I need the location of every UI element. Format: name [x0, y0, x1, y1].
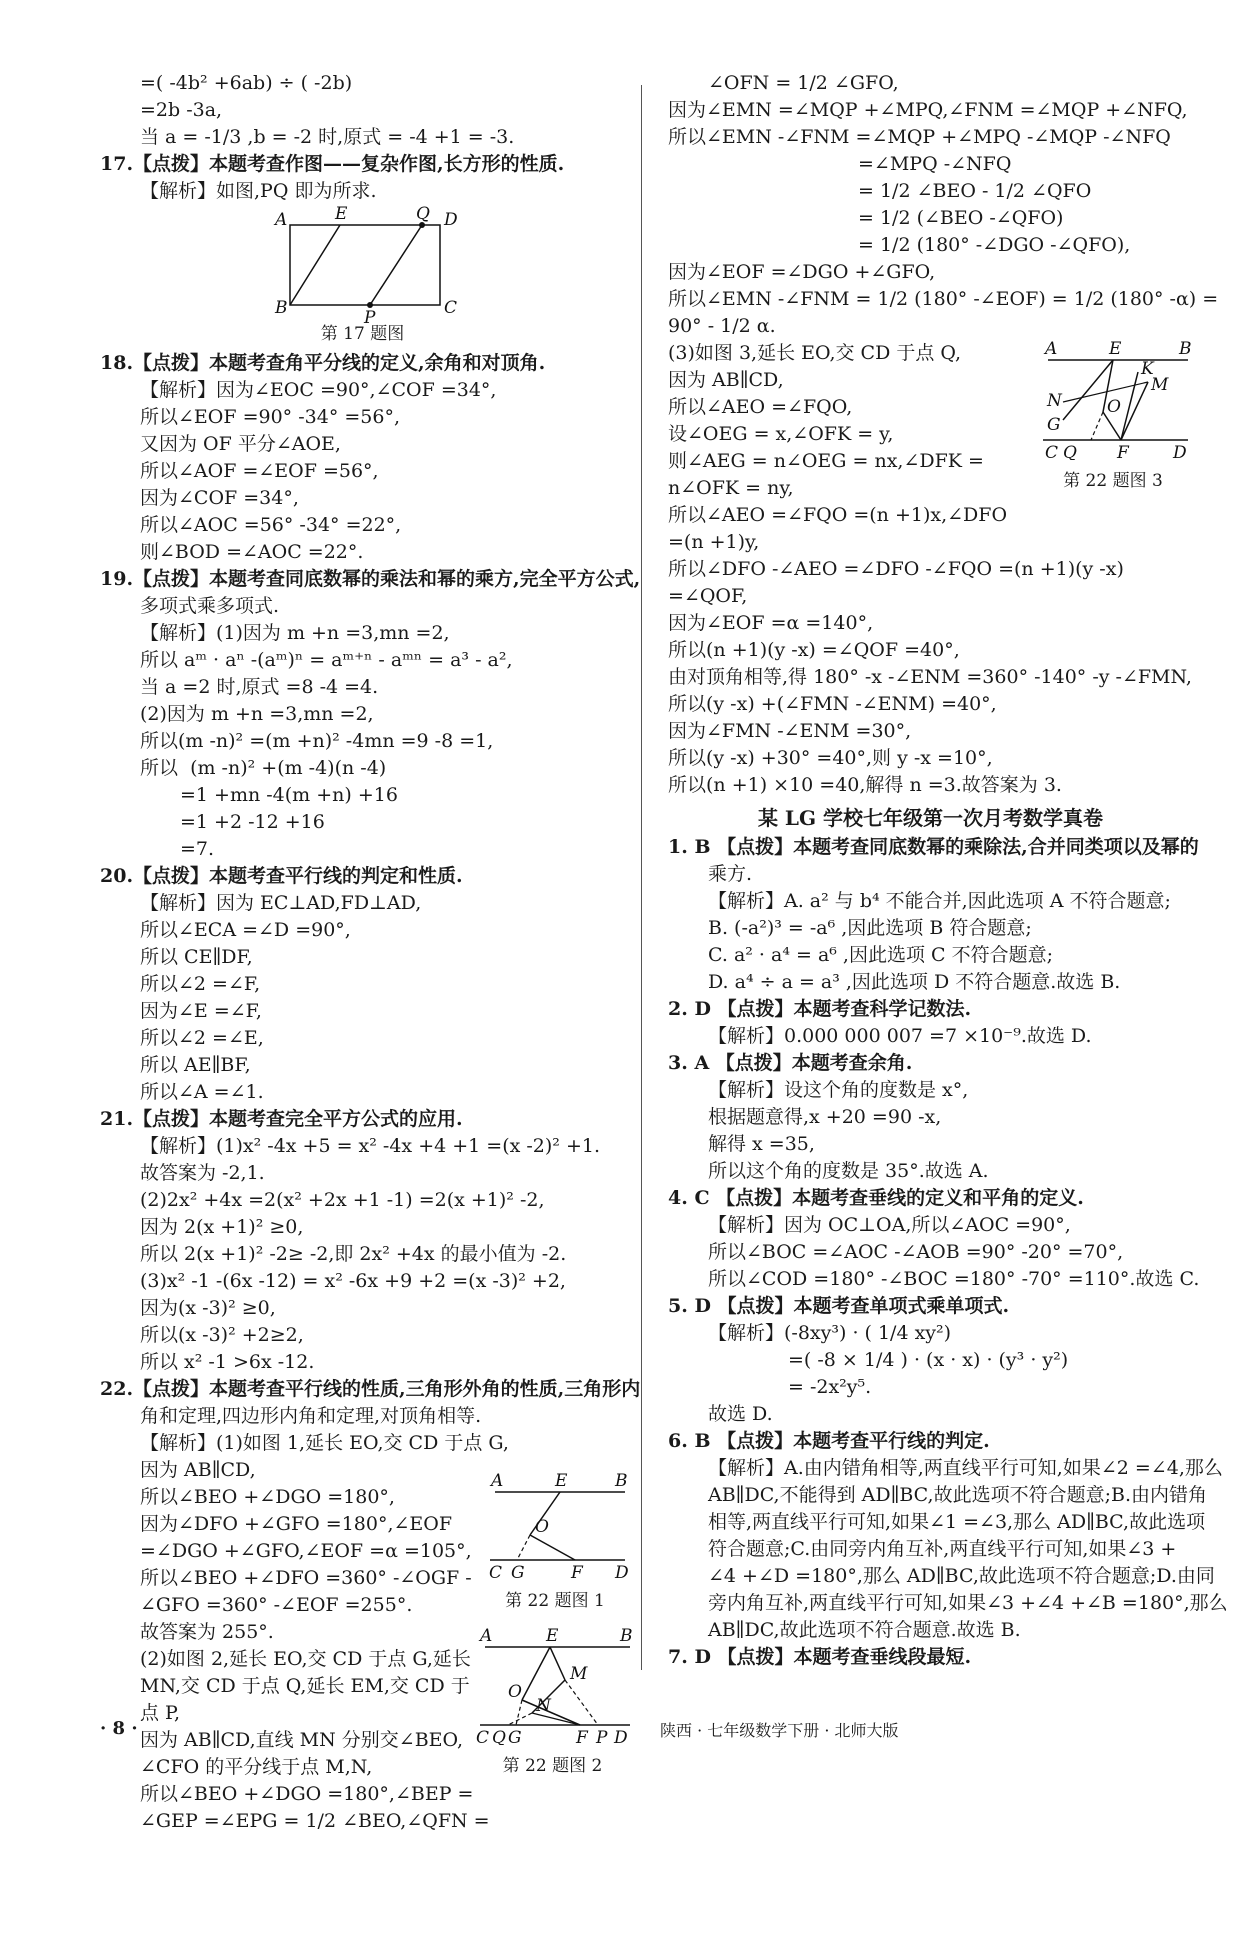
question-17-hint: 17.【点拨】本题考查作图——复杂作图,长方形的性质. [100, 153, 565, 175]
text-line: 所以 (m -n)² +(m -4)(n -4) [140, 757, 387, 779]
section-title: 某 LG 学校七年级第一次月考数学真卷 [757, 806, 1104, 830]
text-line: 所以∠DFO -∠AEO =∠DFO -∠FQO =(n +1)(y -x) [668, 558, 1124, 580]
figure-17 [100, 205, 625, 325]
page-number: · 8 · [100, 1718, 138, 1739]
question-3-hint: 3. A 【点拨】本题考查余角. [668, 1052, 913, 1074]
text-line: 所以(x -3)² +2≥2, [140, 1324, 304, 1346]
fig-label: Q [1063, 443, 1077, 460]
fig-label: G [508, 1728, 522, 1745]
text-line: 乘方. [708, 863, 753, 885]
text-line: 【解析】0.000 000 007 =7 ×10⁻⁹.故选 D. [708, 1025, 1092, 1047]
text-line: 【解析】设这个角的度数是 x°, [708, 1079, 969, 1101]
text-line: 设∠OEG = x,∠OFK = y, [668, 423, 894, 445]
fig-label: P [364, 308, 376, 325]
text-line: AB∥DC,故此选项不符合题意.故选 B. [708, 1619, 1021, 1641]
fig-label: E [1109, 340, 1122, 359]
text-line: 【解析】(1)如图 1,延长 EO,交 CD 于点 G, [140, 1432, 509, 1454]
question-2-hint: 2. D 【点拨】本题考查科学记数法. [668, 998, 972, 1020]
text-line: 所以 2(x +1)² -2≥ -2,即 2x² +4x 的最小值为 -2. [140, 1243, 567, 1265]
text-line: D. a⁴ ÷ a = a³ ,因此选项 D 不符合题意.故选 B. [708, 971, 1121, 993]
text-line: ∠GEP =∠EPG = 1/2 ∠BEO,∠QFN = [140, 1810, 490, 1832]
question-22-hint: 22.【点拨】本题考查平行线的性质,三角形外角的性质,三角形内 [100, 1378, 641, 1400]
text-line: 因为∠EMN =∠MQP +∠MPQ,∠FNM =∠MQP +∠NFQ, [668, 99, 1188, 121]
text-line: 所以这个角的度数是 35°.故选 A. [708, 1160, 989, 1182]
fig-label: E [335, 205, 348, 224]
text-line: 所以∠BEO +∠DFO =360° -∠OGF - [140, 1567, 472, 1589]
text-line: 则∠AEG = n∠OEG = nx,∠DFK = [668, 450, 984, 472]
text-line: 旁内角互补,两直线平行可知,如果∠3 +∠4 +∠B =180°,那么 [708, 1592, 1228, 1614]
fig-label: O [535, 1517, 549, 1537]
question-4-hint: 4. C 【点拨】本题考查垂线的定义和平角的定义. [668, 1187, 1084, 1209]
fig-label: C [476, 1728, 490, 1745]
text-line: 【解析】因为∠EOC =90°,∠COF =34°, [140, 379, 497, 401]
text-line: 所以 x² -1 >6x -12. [140, 1351, 315, 1373]
text-line: 90° - 1/2 α. [668, 315, 776, 337]
text-line: 因为 AB∥CD,直线 MN 分别交∠BEO, [140, 1729, 464, 1751]
text-line: 则∠BOD =∠AOC =22°. [140, 541, 364, 563]
question-6-hint: 6. B 【点拨】本题考查平行线的判定. [668, 1430, 990, 1452]
fig-label: F [1117, 443, 1129, 460]
figure-22-3-caption: 第 22 题图 3 [1063, 471, 1163, 491]
text-line: 故答案为 -2,1. [140, 1162, 265, 1184]
text-line: =(n +1)y, [668, 531, 760, 553]
text-line: =∠QOF, [668, 585, 748, 607]
fig-label: O [1107, 397, 1121, 417]
question-1-hint: 1. B 【点拨】本题考查同底数幂的乘除法,合并同类项以及幂的 [668, 836, 1199, 858]
text-line: 又因为 OF 平分∠AOE, [140, 433, 341, 455]
text-line: =1 +mn -4(m +n) +16 [180, 784, 398, 806]
text-line: = 1/2 ∠BEO - 1/2 ∠QFO [858, 180, 1092, 202]
figure-22-1-diagram [475, 1470, 635, 1580]
question-19-hint: 19.【点拨】本题考查同底数幂的乘法和幂的乘方,完全平方公式, [100, 568, 641, 590]
fig-label: C [444, 298, 458, 318]
text-line: 所以(m -n)² =(m +n)² -4mn =9 -8 =1, [140, 730, 494, 752]
question-22-block [100, 1430, 633, 1943]
fig-label: F [571, 1563, 583, 1580]
text-line: 所以∠COD =180° -∠BOC =180° -70° =110°.故选 C. [708, 1268, 1200, 1290]
figure-22-3-diagram [1033, 340, 1193, 460]
text-line: 因为∠FMN -∠ENM =30°, [668, 720, 912, 742]
text-line: 所以∠AOF =∠EOF =56°, [140, 460, 379, 482]
fig-label: P [596, 1728, 608, 1745]
fig-label: C [1045, 443, 1059, 460]
text-line: =∠MPQ -∠NFQ [858, 153, 1012, 175]
text-line: 所以∠2 =∠F, [140, 973, 261, 995]
text-line: =( -4b² +6ab) ÷ ( -2b) [140, 72, 353, 94]
fig-label: B [620, 1626, 633, 1646]
question-18-hint: 18.【点拨】本题考查角平分线的定义,余角和对顶角. [100, 352, 546, 374]
fig-label: Q [416, 205, 430, 224]
fig-label: B [615, 1471, 628, 1491]
fig-label: F [576, 1728, 588, 1745]
fig-label: Q [492, 1728, 506, 1745]
text-line: 所以(n +1)(y -x) =∠QOF =40°, [668, 639, 960, 661]
text-line: ∠OFN = 1/2 ∠GFO, [708, 72, 899, 94]
figure-22-2-diagram [470, 1625, 635, 1745]
figure-22-1-caption: 第 22 题图 1 [505, 1591, 605, 1611]
text-line: 【解析】因为 OC⊥OA,所以∠AOC =90°, [708, 1214, 1071, 1236]
text-line: 相等,两直线平行可知,如果∠1 =∠3,那么 AD∥BC,故此选项 [708, 1511, 1206, 1533]
text-line: (3)如图 3,延长 EO,交 CD 于点 Q, [668, 342, 962, 364]
text-line: 因为∠E =∠F, [140, 1000, 262, 1022]
text-line: (2)2x² +4x =2(x² +2x +1 -1) =2(x +1)² -2, [140, 1189, 545, 1211]
text-line: = 1/2 (180° -∠DGO -∠QFO), [858, 234, 1131, 256]
text-line: 因为∠EOF =∠DGO +∠GFO, [668, 261, 936, 283]
text-line: 因为∠DFO +∠GFO =180°,∠EOF [140, 1513, 453, 1535]
text-line: 角和定理,四边形内角和定理,对顶角相等. [140, 1405, 482, 1427]
question-5-hint: 5. D 【点拨】本题考查单项式乘单项式. [668, 1295, 1010, 1317]
question-20-hint: 20.【点拨】本题考查平行线的判定和性质. [100, 865, 463, 887]
text-line: 解得 x =35, [708, 1133, 815, 1155]
text-line: 所以 aᵐ · aⁿ -(aᵐ)ⁿ = aᵐ⁺ⁿ - aᵐⁿ = a³ - a², [140, 649, 513, 671]
fig-label: M [1151, 375, 1169, 395]
text-line: 因为∠EOF =α =140°, [668, 612, 874, 634]
fig-label: D [444, 210, 458, 230]
fig-label: B [275, 298, 288, 318]
fig-label: N [1047, 391, 1062, 411]
text-line: =2b -3a, [140, 99, 223, 121]
text-line: 所以∠EMN -∠FNM = 1/2 (180° -∠EOF) = 1/2 (180° -α) = [668, 288, 1219, 310]
fig-label: B [1179, 340, 1192, 359]
text-line: ∠4 +∠D =180°,那么 AD∥BC,故此选项不符合题意;D.由同 [708, 1565, 1215, 1587]
text-line: 所以(y -x) +(∠FMN -∠ENM) =40°, [668, 693, 997, 715]
text-line: 根据题意得,x +20 =90 -x, [708, 1106, 942, 1128]
text-line: 因为(x -3)² ≥0, [140, 1297, 276, 1319]
text-line: n∠OFK = ny, [668, 477, 794, 499]
text-line: 所以 CE∥DF, [140, 946, 253, 968]
figure-22-1 [475, 1470, 635, 1615]
text-line: 因为 AB∥CD, [668, 369, 784, 391]
text-line: (2)如图 2,延长 EO,交 CD 于点 G,延长 [140, 1648, 471, 1670]
text-line: (3)x² -1 -(6x -12) = x² -6x +9 +2 =(x -3)² +2, [140, 1270, 566, 1292]
text-line: 所以∠BEO +∠DGO =180°,∠BEP = [140, 1783, 474, 1805]
text-line: = -2x²y⁵. [788, 1376, 872, 1398]
text-line: 当 a =2 时,原式 =8 -4 =4. [140, 676, 379, 698]
text-line: 由对顶角相等,得 180° -x -∠ENM =360° -140° -y -∠FMN, [668, 666, 1192, 688]
fig-label: D [614, 1728, 628, 1745]
fig-label: D [615, 1563, 629, 1580]
fig-label: C [489, 1563, 503, 1580]
figure-17-diagram [100, 205, 625, 325]
text-line: 因为 2(x +1)² ≥0, [140, 1216, 304, 1238]
text-line: =( -8 × 1/4 ) · (x · x) · (y³ · y²) [788, 1349, 1069, 1371]
fig-label: G [1047, 415, 1061, 435]
text-line: MN,交 CD 于点 Q,延长 EM,交 CD 于 [140, 1675, 470, 1697]
text-line: 故答案为 255°. [140, 1621, 274, 1643]
text-line: 【解析】A. a² 与 b⁴ 不能合并,因此选项 A 不符合题意; [708, 890, 1171, 912]
fig-label: G [511, 1563, 525, 1580]
figure-22-2 [470, 1625, 635, 1780]
book-info: 陕西 · 七年级数学下册 · 北师大版 [660, 1721, 899, 1740]
text-line: =∠DGO +∠GFO,∠EOF =α =105°, [140, 1540, 472, 1562]
text-line: 点 P, [140, 1702, 181, 1724]
fig-label: A [491, 1471, 504, 1491]
text-line: 所以∠2 =∠E, [140, 1027, 264, 1049]
text-line: C. a² · a⁴ = a⁶ ,因此选项 C 不符合题意; [708, 944, 1053, 966]
text-line: 所以∠A =∠1. [140, 1081, 264, 1103]
text-line: =1 +2 -12 +16 [180, 811, 325, 833]
text-line: 当 a = -1/3 ,b = -2 时,原式 = -4 +1 = -3. [140, 126, 515, 148]
text-line: 所以∠EMN -∠FNM =∠MQP +∠MPQ -∠MQP -∠NFQ [668, 126, 1171, 148]
fig-label: O [508, 1682, 522, 1702]
text-line: 所以 AE∥BF, [140, 1054, 251, 1076]
fig-label: M [570, 1664, 588, 1684]
text-line: 所以(n +1) ×10 =40,解得 n =3.故答案为 3. [668, 774, 1062, 796]
figure-22-2-caption: 第 22 题图 2 [502, 1756, 603, 1776]
text-line: AB∥DC,不能得到 AD∥BC,故此选项不符合题意;B.由内错角 [708, 1484, 1207, 1506]
text-line: ∠CFO 的平分线于点 M,N, [140, 1756, 373, 1778]
text-line: 所以∠AEO =∠FQO, [668, 396, 853, 418]
text-line: 所以∠BOC =∠AOC -∠AOB =90° -20° =70°, [708, 1241, 1124, 1263]
text-line: 所以∠AOC =56° -34° =22°, [140, 514, 402, 536]
text-line: B. (-a²)³ = -a⁶ ,因此选项 B 符合题意; [708, 917, 1032, 939]
text-line: 所以∠BEO +∠DGO =180°, [140, 1486, 395, 1508]
fig-label: A [480, 1626, 493, 1646]
text-line: 所以∠ECA =∠D =90°, [140, 919, 351, 941]
figure-22-3 [1033, 340, 1193, 495]
text-line: 【解析】(-8xy³) · ( 1/4 xy²) [708, 1322, 952, 1344]
text-line: (2)因为 m +n =3,mn =2, [140, 703, 374, 725]
text-line: 故选 D. [708, 1403, 773, 1425]
text-line: 所以∠EOF =90° -34° =56°, [140, 406, 400, 428]
left-column [100, 70, 641, 1943]
fig-label: E [546, 1626, 559, 1646]
column-divider [641, 85, 642, 1670]
fig-label: D [1173, 443, 1187, 460]
text-line: ∠GFO =360° -∠EOF =255°. [140, 1594, 413, 1616]
question-22-part3 [668, 340, 1193, 610]
text-line: =7. [180, 838, 215, 860]
text-line: 【解析】A.由内错角相等,两直线平行可知,如果∠2 =∠4,那么 [708, 1457, 1223, 1479]
text-line: 所以(y -x) +30° =40°,则 y -x =10°, [668, 747, 993, 769]
text-line: 因为 AB∥CD, [140, 1459, 256, 1481]
text-line: 符合题意;C.由同旁内角互补,两直线平行可知,如果∠3 + [708, 1538, 1177, 1560]
fig-label: N [536, 1696, 551, 1716]
figure-17-caption: 第 17 题图 [320, 324, 405, 344]
text-line: 因为∠COF =34°, [140, 487, 299, 509]
text-line: 多项式乘多项式. [140, 595, 280, 617]
question-7-hint: 7. D 【点拨】本题考查垂线段最短. [668, 1646, 972, 1668]
text-line: 所以∠AEO =∠FQO =(n +1)x,∠DFO [668, 504, 1008, 526]
fig-label: K [1141, 359, 1154, 379]
fig-label: A [1045, 340, 1058, 359]
text-line: = 1/2 (∠BEO -∠QFO) [858, 207, 1064, 229]
text-line: 【解析】因为 EC⊥AD,FD⊥AD, [140, 892, 422, 914]
text-line: 【解析】(1)x² -4x +5 = x² -4x +4 +1 =(x -2)² +1. [140, 1135, 600, 1157]
question-21-hint: 21.【点拨】本题考查完全平方公式的应用. [100, 1108, 463, 1130]
text-line: 【解析】如图,PQ 即为所求. [140, 180, 377, 202]
fig-label: A [275, 210, 288, 230]
right-column [668, 70, 1228, 1671]
text-line: 【解析】(1)因为 m +n =3,mn =2, [140, 622, 450, 644]
fig-label: E [555, 1471, 568, 1491]
